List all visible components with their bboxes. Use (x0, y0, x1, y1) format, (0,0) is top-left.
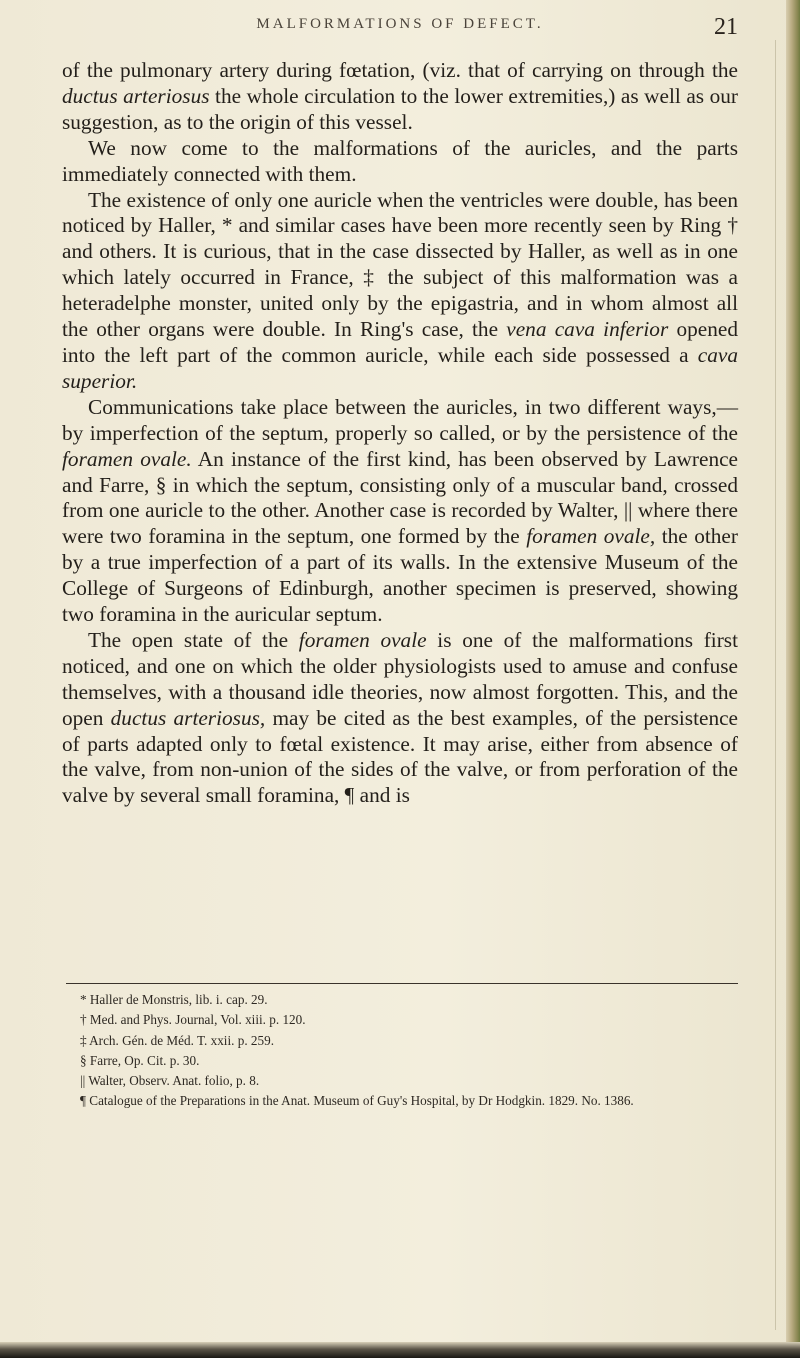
paragraph (62, 58, 738, 136)
italic-term: foramen ovale, (526, 524, 656, 549)
italic-term: ductus arteriosus, (110, 705, 266, 730)
page-number: 21 (714, 14, 738, 40)
page-header (60, 10, 740, 50)
page-bottom-edge (0, 1342, 800, 1358)
text-run: An instance of the first kind, has been observed by Lawrence and Farre, § in which the septum, consisting only of a muscular band, crossed from one auricle to the other. Another case is recorded by Walter, || where there were two foramina in the septum, one formed by the (62, 446, 738, 549)
footnote: † Med. and Phys. Journal, Vol. xiii. p. 120. (80, 1012, 306, 1028)
paragraph (62, 188, 738, 395)
text-run: We now come to the malformations of the auricles, and the parts immediately connected with them. (62, 135, 738, 186)
italic-term: ductus arteriosus (62, 83, 210, 108)
page-edge-shadow (775, 40, 776, 1330)
text-run: The open state of the (88, 627, 299, 652)
text-run: opened into the left part of the common auricle, while each side possessed a (62, 317, 738, 367)
footnote: ¶ Catalogue of the Preparations in the Anat. Museum of Guy's Hospital, by Dr Hodgkin. 1829. No. 1386. (80, 1093, 634, 1109)
paragraph (62, 136, 738, 188)
page-edge (786, 0, 800, 1358)
italic-term: foramen ovale. (62, 446, 192, 471)
footnote: * Haller de Monstris, lib. i. cap. 29. (80, 992, 268, 1007)
body-text (62, 58, 738, 809)
text-run: the other by a true imperfection of a part of its walls. In the extensive Museum of the College of Surgeons of Edinburgh, another specimen is preserved, showing two foramina in the auricular septum. (62, 524, 738, 627)
text-run: the whole circulation to the lower extremities,) as well as our suggestion, as to the origin of this vessel. (62, 83, 739, 134)
paragraph (62, 395, 738, 628)
footnotes (80, 990, 742, 1112)
italic-term: foramen ovale (298, 627, 427, 652)
footnote: § Farre, Op. Cit. p. 30. (80, 1052, 200, 1068)
footnote-divider (66, 983, 738, 984)
italic-term: cava superior. (62, 342, 738, 393)
text-run: The existence of only one auricle when the ventricles were double, has been noticed by Haller, * and similar cases have been more recently seen by Ring † and others. It is curious, that in the case dissected by Haller, as well as in one which lately occurred in France, ‡ the subject of this malformation was a heteradelphe monster, united only by the epigastria, and in whom almost all the other organs were double. In Ring's case, the (62, 187, 738, 342)
footnote: || Walter, Observ. Anat. folio, p. 8. (80, 1073, 260, 1089)
text-run: is one of the malformations first noticed, and one on which the older physiologists used to amuse and confuse themselves, with a thousand idle theories, now almost forgotten. This, and the open (62, 627, 738, 730)
italic-term: vena cava inferior (506, 317, 669, 342)
running-title: MALFORMATIONS OF DEFECT. (256, 16, 544, 32)
text-run: Communications take place between the auricles, in two different ways,—by imperfection of the septum, properly so called, or by the persistence of the (62, 394, 738, 445)
text-run: of the pulmonary artery during fœtation, (viz. that of carrying on through the (62, 58, 738, 82)
text-run: may be cited as the best examples, of the persistence of parts adapted only to fœtal existence. It may arise, either from absence of the valve, from non-union of the sides of the valve, or from perforation of the valve by several small foramina, ¶ and is (62, 705, 739, 808)
paragraph (62, 628, 738, 809)
footnote: ‡ Arch. Gén. de Méd. T. xxii. p. 259. (80, 1032, 274, 1048)
